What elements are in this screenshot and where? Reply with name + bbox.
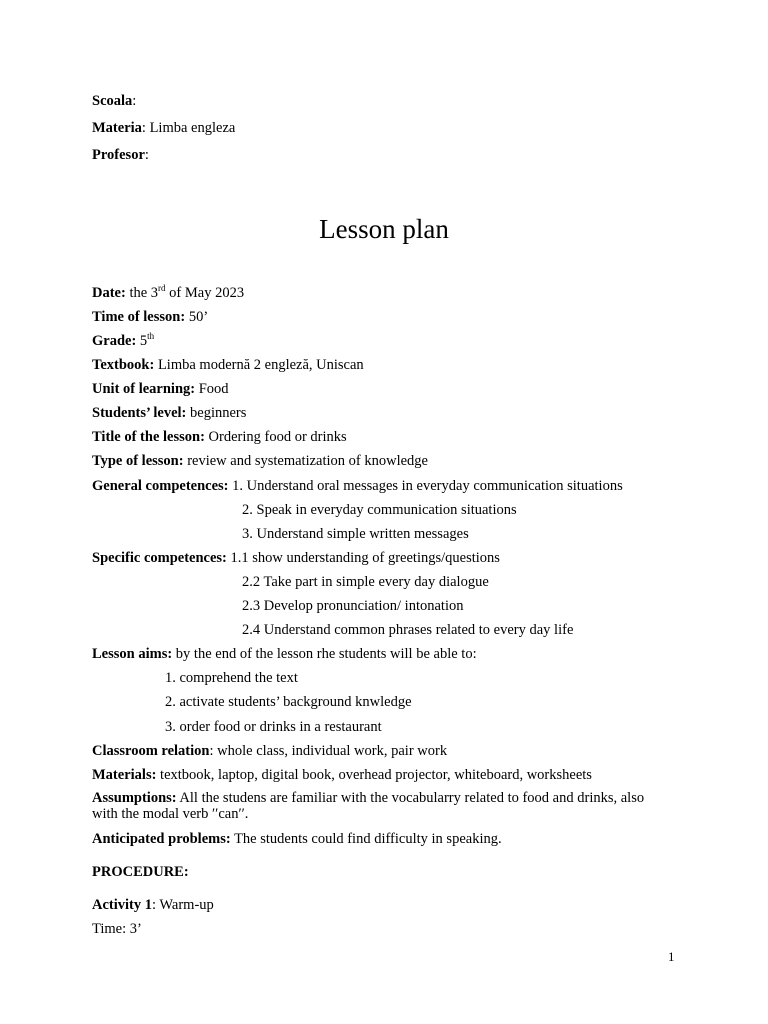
- date-ordinal: rd: [158, 283, 166, 294]
- date-line: [92, 285, 244, 302]
- teacher-label: Profesor: [92, 147, 145, 163]
- general-competence-2: 2. Speak in everyday communication situations: [242, 502, 517, 518]
- assumptions-value: All the studens are familiar with the vocabularry related to food and drinks, also with the modal verb ′′can′′.: [92, 790, 645, 822]
- lesson-title-value: Ordering food or drinks: [204, 429, 347, 445]
- classroom-relation-line: [92, 743, 447, 760]
- lesson-type-label: Type of lesson:: [92, 453, 184, 469]
- teacher-line: [92, 147, 149, 164]
- anticipated-problems-label: Anticipated problems:: [92, 831, 231, 847]
- school-label: Scoala: [92, 93, 133, 109]
- assumptions-paragraph: [92, 791, 672, 822]
- lesson-type-line: [92, 453, 428, 470]
- specific-competence-4: 2.4 Understand common phrases related to every day life: [242, 622, 574, 638]
- lesson-aim-1: 1. comprehend the text: [165, 670, 298, 686]
- document-title: Lesson plan: [319, 214, 449, 244]
- unit-label: Unit of learning:: [92, 381, 196, 397]
- textbook-label: Textbook:: [92, 357, 155, 373]
- subject-line: [92, 120, 235, 137]
- school-line: [92, 93, 136, 110]
- lesson-aims-line: [92, 646, 477, 663]
- lesson-aim-3: 3. order food or drinks in a restaurant: [165, 719, 382, 735]
- lesson-title-line: [92, 429, 347, 446]
- materials-label: Materials:: [92, 767, 157, 783]
- textbook-value: Limba modernă 2 engleză, Uniscan: [154, 357, 364, 373]
- teacher-separator: :: [144, 147, 149, 163]
- date-value-post: of May 2023: [165, 285, 245, 301]
- level-line: [92, 405, 246, 422]
- activity-1-line: [92, 897, 214, 914]
- subject-label: Materia: [92, 120, 142, 136]
- date-value-pre: the 3: [125, 285, 159, 301]
- procedure-heading: PROCEDURE:: [92, 864, 189, 880]
- activity-1-value: : Warm-up: [152, 897, 214, 913]
- time-line: [92, 309, 208, 326]
- general-competence-1: [92, 478, 623, 495]
- activity-1-time: Time: 3’: [92, 921, 142, 937]
- page-number: 1: [668, 949, 675, 964]
- textbook-line: [92, 357, 364, 374]
- specific-competence-2: 2.2 Take part in simple every day dialogue: [242, 574, 489, 590]
- grade-line: [92, 333, 154, 350]
- time-label: Time of lesson:: [92, 309, 186, 325]
- specific-competence-1: [92, 550, 500, 567]
- grade-value: 5: [136, 333, 148, 349]
- lesson-aims-intro: by the end of the lesson rhe students will be able to:: [172, 646, 477, 662]
- classroom-relation-value: : whole class, individual work, pair work: [209, 743, 448, 759]
- general-competence-text: 1. Understand oral messages in everyday communication situations: [228, 478, 623, 494]
- lesson-aim-2: 2. activate students’ background knwledge: [165, 694, 412, 710]
- unit-line: [92, 381, 229, 398]
- level-label: Students’ level:: [92, 405, 187, 421]
- materials-value: textbook, laptop, digital book, overhead projector, whiteboard, worksheets: [156, 767, 592, 783]
- anticipated-problems-value: The students could find difficulty in speaking.: [230, 831, 502, 847]
- level-value: beginners: [186, 405, 247, 421]
- specific-competence-3: 2.3 Develop pronunciation/ intonation: [242, 598, 464, 614]
- classroom-relation-label: Classroom relation: [92, 743, 210, 759]
- specific-competences-label: Specific competences:: [92, 550, 227, 566]
- general-competences-label: General competences:: [92, 478, 229, 494]
- lesson-title-label: Title of the lesson:: [92, 429, 205, 445]
- specific-competence-text: 1.1 show understanding of greetings/questions: [226, 550, 500, 566]
- unit-value: Food: [195, 381, 229, 397]
- school-separator: :: [132, 93, 137, 109]
- lesson-type-value: review and systematization of knowledge: [183, 453, 428, 469]
- grade-ordinal: th: [147, 331, 155, 342]
- assumptions-label: Assumptions:: [92, 790, 177, 806]
- date-label: Date:: [92, 285, 126, 301]
- materials-line: [92, 767, 592, 784]
- activity-1-label: Activity 1: [92, 897, 152, 913]
- anticipated-problems-line: [92, 831, 502, 848]
- time-value: 50’: [185, 309, 209, 325]
- grade-label: Grade:: [92, 333, 137, 349]
- general-competence-3: 3. Understand simple written messages: [242, 526, 469, 542]
- subject-value: : Limba engleza: [141, 120, 236, 136]
- lesson-aims-label: Lesson aims:: [92, 646, 173, 662]
